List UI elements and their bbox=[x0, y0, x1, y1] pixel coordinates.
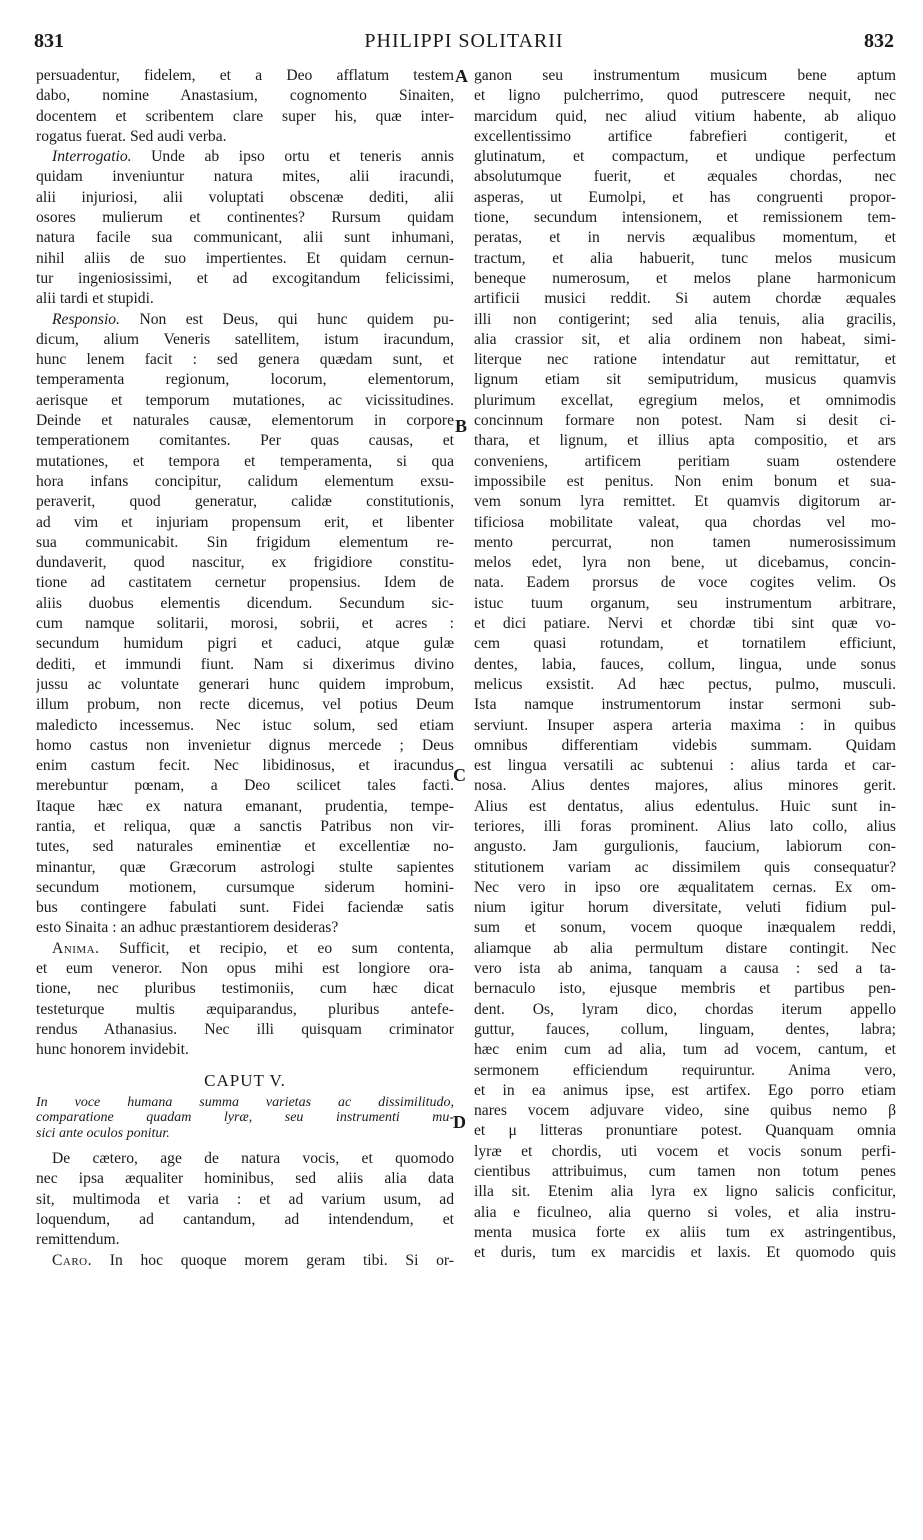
text-line: istuc tuum organum, seu instrumentum arbitrare, bbox=[474, 594, 896, 612]
line-text: aerisque et temporum mutationes, ac vicissitudines. bbox=[36, 391, 454, 409]
text-line bbox=[36, 837, 454, 857]
text-line bbox=[36, 1190, 454, 1210]
page-number-left: 831 bbox=[34, 30, 64, 52]
text-line bbox=[36, 452, 454, 472]
text-line bbox=[36, 1020, 454, 1040]
line-text: temperationem comitantes. Per quas causas, et bbox=[36, 432, 454, 450]
text-line: et ligno pulcherrimo, quod putrescere nequit, nec bbox=[474, 87, 896, 105]
text-line bbox=[36, 716, 454, 736]
page-number-right: 832 bbox=[864, 30, 894, 52]
line-text: aliis duobus elementis dicendum. Secundum sic- bbox=[36, 594, 454, 612]
line-text: hunc honorem invidebit. bbox=[36, 1041, 189, 1059]
line-text: Sufficit, et recipio, et eo sum contenta, bbox=[99, 939, 454, 957]
line-text: temperamenta regionum, locorum, elementorum, bbox=[36, 371, 454, 389]
text-line: cem quasi rotundam, et tornatilem efficiunt, bbox=[474, 635, 896, 653]
line-text: natura facile sua communicant, alii sunt inhumani, bbox=[36, 229, 454, 247]
line-text: sua communicabit. Sin frigidum elementum re- bbox=[36, 533, 454, 551]
text-line bbox=[36, 249, 454, 269]
text-line: glutinatum, et compactum, et undique perfectum bbox=[474, 148, 896, 166]
text-line bbox=[36, 66, 454, 86]
line-text: homo castus non invenietur dignus mercede ; Deus bbox=[36, 736, 454, 754]
text-line bbox=[36, 1251, 454, 1271]
text-line bbox=[36, 898, 454, 918]
text-line bbox=[36, 107, 454, 127]
text-line: illa sit. Etenim alia lyra ex ligno salicis conficitur, bbox=[474, 1183, 896, 1201]
text-line: tificiosa mobilitate valeat, qua chordas vel mo- bbox=[474, 513, 896, 531]
speaker-label: Caro. bbox=[52, 1251, 93, 1269]
line-text: alii tardi et stupidi. bbox=[36, 290, 154, 308]
text-line bbox=[36, 858, 454, 878]
text-line: guttur, fauces, collum, linguam, dentes, labra; bbox=[474, 1020, 896, 1038]
line-text: De cætero, age de natura vocis, et quomodo bbox=[52, 1150, 454, 1168]
text-line bbox=[36, 655, 454, 675]
text-line: artificii musici reddit. Si autem chordæ æquales bbox=[474, 290, 896, 308]
text-line: cientibus attribuimus, cum tamen non totum penes bbox=[474, 1163, 896, 1181]
speaker-label: Responsio. bbox=[52, 310, 121, 328]
line-text: minantur, quæ Græcorum astrologi stulte sapientes bbox=[36, 858, 454, 876]
line-text: osores mulierum et continentes? Rursum quidam bbox=[36, 209, 454, 227]
text-line bbox=[36, 979, 454, 999]
line-text: peraverit, quod generatur, calidæ constitutionis, bbox=[36, 493, 454, 511]
running-title: PHILIPPI SOLITARII bbox=[364, 30, 564, 52]
text-line bbox=[36, 350, 454, 370]
text-line: stitutionem variam ac dissimilem quis consequatur? bbox=[474, 858, 896, 876]
text-line bbox=[36, 634, 454, 654]
line-text: Non est Deus, qui hunc quidem pu- bbox=[120, 310, 454, 328]
summary-line: sici ante oculos ponitur. bbox=[36, 1125, 170, 1141]
speaker-label: Interrogatio. bbox=[52, 148, 132, 166]
chapter-heading: CAPUT V. bbox=[204, 1070, 286, 1090]
chapter-summary bbox=[36, 1095, 454, 1142]
text-line: nata. Eadem prorsus de voce cogites velim. Os bbox=[474, 574, 896, 592]
text-line bbox=[36, 817, 454, 837]
text-line: nosa. Alius dentes majores, alius minores gerit. bbox=[474, 777, 896, 795]
line-text: ad vim et injuriam propensum erit, et libenter bbox=[36, 513, 454, 531]
line-text: jussu ac voluntate generari hunc quidem improbum, bbox=[36, 675, 454, 693]
text-line bbox=[36, 756, 454, 776]
line-text: tur ingeniosissimi, et ad excogitandum felicissimi, bbox=[36, 269, 454, 287]
text-line bbox=[36, 1230, 454, 1250]
text-line bbox=[36, 1149, 454, 1169]
right-column bbox=[474, 66, 896, 1264]
text-line bbox=[36, 533, 454, 553]
text-line: menta musica forte ex aliis tum ex astringentibus, bbox=[474, 1223, 896, 1241]
text-line: bernaculo isto, ejusque membris et partibus pen- bbox=[474, 980, 896, 998]
line-text: tutes, sed naturales eminentiæ et excellentiæ no- bbox=[36, 838, 454, 856]
text-line: alia e ficulneo, alia querno si voles, et alia instru- bbox=[474, 1203, 896, 1221]
text-line: dent. Os, lyram dico, chordas iterum appello bbox=[474, 1000, 896, 1018]
text-line bbox=[36, 553, 454, 573]
text-line: omnibus differentiam videbis summam. Quidam bbox=[474, 736, 896, 754]
text-line bbox=[36, 86, 454, 106]
text-line: teriores, illi foras prominent. Alius lato collo, alius bbox=[474, 817, 896, 835]
text-line bbox=[36, 127, 454, 147]
text-line: et dici patiare. Nervi et chordæ tibi sint quæ vo- bbox=[474, 615, 896, 633]
text-line: mento percurrat, non tamen numerosissimum bbox=[474, 533, 896, 551]
text-line: impossibile est penitus. Non enim bonum et sua- bbox=[474, 472, 896, 490]
text-line: angusto. Jam gurgulionis, faucium, labiorum con- bbox=[474, 838, 896, 856]
text-line bbox=[36, 147, 454, 167]
text-line: marcidum quid, nec aliud vitium habente, ab aliquo bbox=[474, 107, 896, 125]
line-text: rendus Athanasius. Nec illi quisquam criminator bbox=[36, 1020, 454, 1038]
line-text: mutationes, et tempora et temperamenta, si qua bbox=[36, 452, 454, 470]
section-marker-a: A bbox=[455, 66, 468, 86]
text-line: tione, secundum intensionem, et remissionem tem- bbox=[474, 209, 896, 227]
line-text: Itaque hæc ex natura emanant, prudentia, tempe- bbox=[36, 797, 454, 815]
line-text: dediti, et immundi fiunt. Nam si dixerimus divino bbox=[36, 655, 454, 673]
summary-line: comparatione quadam lyræ, seu instrumenti mu- bbox=[36, 1110, 454, 1126]
text-line bbox=[36, 614, 454, 634]
text-line: melicus exsistit. Ad hæc pectus, pulmo, musculi. bbox=[474, 675, 896, 693]
text-line: peratas, et in nervis æqualibus momentum, et bbox=[474, 229, 896, 247]
text-line bbox=[36, 289, 454, 309]
text-line: Ista namque instrumentorum instar sermoni sub- bbox=[474, 696, 896, 714]
line-text: secundum motionem, cursumque siderum homini- bbox=[36, 878, 454, 896]
line-text: bus contingere fabulati sunt. Fidei faciendæ satis bbox=[36, 899, 454, 917]
text-line bbox=[36, 472, 454, 492]
text-line bbox=[36, 1000, 454, 1020]
text-line: est lingua versatili ac subtenui : alius tarda et car- bbox=[474, 757, 896, 775]
line-text: sit, multimoda et varia : et ad varium usum, ad bbox=[36, 1190, 454, 1208]
line-text: testeturque multis æquiparandus, pluribus antefe- bbox=[36, 1000, 454, 1018]
section-marker-c: C bbox=[453, 765, 466, 785]
line-text: dicum, alium Veneris satellitem, istum iracundum, bbox=[36, 330, 454, 348]
text-line: nium igitur horum diversitate, veluti fidium pul- bbox=[474, 899, 896, 917]
line-text: tione ad castitatem cernetur propensius. Idem de bbox=[36, 574, 454, 592]
text-line: lyræ et chordis, uti vocem et vocis sonum perfi- bbox=[474, 1142, 896, 1160]
text-line bbox=[36, 918, 454, 938]
line-text: maledicto incessemus. Nec istuc solum, sed etiam bbox=[36, 716, 454, 734]
line-text: merebuntur pœnam, a Deo scilicet tales facti. bbox=[36, 777, 454, 795]
line-text: alii injuriosi, alii voluptati obscenæ dediti, alii bbox=[36, 188, 454, 206]
line-text: Deinde et naturales causæ, elementorum in corpore bbox=[36, 412, 454, 430]
text-line: beneque numerosum, et melos plane harmonicum bbox=[474, 269, 896, 287]
text-line: thara, et lignum, et illius apta compositio, et ars bbox=[474, 432, 896, 450]
line-text: hora infans concipitur, calidum elementum exsu- bbox=[36, 472, 454, 490]
text-line: dentes, labia, fauces, collum, lingua, unde sonus bbox=[474, 655, 896, 673]
text-line: conveniens, artificem peritiam suam ostendere bbox=[474, 452, 896, 470]
text-line: sum et sonum, vocem quoque inæqualem reddi, bbox=[474, 919, 896, 937]
text-line bbox=[36, 411, 454, 431]
text-line: vem sonum lyra remittet. Et quamvis digitorum ar- bbox=[474, 493, 896, 511]
line-text: In hoc quoque morem geram tibi. Si or- bbox=[92, 1251, 454, 1269]
line-text: persuadentur, fidelem, et a Deo afflatum testem bbox=[36, 67, 454, 84]
text-line bbox=[36, 776, 454, 796]
text-line: Nec vero in ipso ore æqualitatem cernas. Ex om- bbox=[474, 878, 896, 896]
text-line bbox=[36, 1210, 454, 1230]
text-line bbox=[36, 208, 454, 228]
text-line bbox=[36, 878, 454, 898]
line-text: quidam inveniuntur natura mites, alii iracundi, bbox=[36, 168, 454, 186]
text-line: melos edet, lyra non bene, ut dicebamus, concin- bbox=[474, 554, 896, 572]
text-line: illi non contigerint; sed alia tenuis, alia gracilis, bbox=[474, 310, 896, 328]
line-text: remittendum. bbox=[36, 1231, 120, 1249]
text-line: ganon seu instrumentum musicum bene aptum bbox=[474, 67, 896, 84]
text-line bbox=[36, 695, 454, 715]
text-line bbox=[36, 797, 454, 817]
line-text: rogatus fuerat. Sed audi verba. bbox=[36, 127, 227, 145]
text-line bbox=[36, 492, 454, 512]
text-line bbox=[36, 391, 454, 411]
text-line: Alius est dentatus, alius edentulus. Huic sunt in- bbox=[474, 797, 896, 815]
line-text: nihil aliis de suo impertientes. Et quidam cernun- bbox=[36, 249, 454, 267]
text-line: sermonem efficiendum requiruntur. Anima vero, bbox=[474, 1061, 896, 1079]
line-text: hunc lenem facit : sed genera quædam sunt, et bbox=[36, 351, 454, 369]
line-text: loquendum, ad cantandum, ad intendendum, et bbox=[36, 1210, 454, 1228]
line-text: Unde ab ipso ortu et teneris annis bbox=[131, 148, 454, 166]
text-line: et μ litteras pronuntiare potest. Quanquam omnia bbox=[474, 1122, 896, 1140]
line-text: esto Sinaita : an adhuc præstantiorem desideras? bbox=[36, 919, 339, 937]
text-line: tractum, et alia habuerit, tunc melos musicum bbox=[474, 249, 896, 267]
line-text: cum namque solitarii, morosi, sobrii, et acres : bbox=[36, 615, 454, 633]
text-line: nares vocem adjuvare video, sine quibus nemo β bbox=[474, 1102, 896, 1120]
text-line: alia crassior sit, et alia ordinem non habeat, simi- bbox=[474, 330, 896, 348]
line-text: secundum humidum pigri et caduci, atque gulæ bbox=[36, 635, 454, 653]
text-line: asperas, ut Eumolpi, et has congruenti propor- bbox=[474, 188, 896, 206]
text-line bbox=[36, 431, 454, 451]
line-text: et eum veneror. Non opus mihi est longiore ora- bbox=[36, 960, 454, 978]
text-line: excellentissimo artifice fabrefieri contigerit, et bbox=[474, 127, 896, 145]
text-line bbox=[36, 228, 454, 248]
text-line bbox=[36, 188, 454, 208]
section-marker-d: D bbox=[453, 1112, 466, 1132]
text-line bbox=[36, 370, 454, 390]
text-line bbox=[36, 573, 454, 593]
line-text: dabo, nomine Anastasium, cognomento Sinaiten, bbox=[36, 87, 454, 105]
text-line bbox=[36, 269, 454, 289]
text-line: literque nec ratione intendatur aut remittatur, et bbox=[474, 351, 896, 369]
text-line: absolutumque fuerit, et æquales chordas, nec bbox=[474, 168, 896, 186]
line-text: enim castum fecit. Nec libidinosus, et iracundus bbox=[36, 757, 454, 775]
text-line bbox=[36, 939, 454, 959]
text-line bbox=[36, 167, 454, 187]
summary-line: In voce humana summa varietas ac dissimilitudo, bbox=[36, 1094, 454, 1110]
left-column bbox=[36, 66, 454, 1271]
speaker-label: Anima. bbox=[52, 939, 100, 957]
text-line: lignum etiam sit semiputridum, musicus quamvis bbox=[474, 371, 896, 389]
line-text: docentem et scribentem clare super his, quæ inter- bbox=[36, 107, 454, 125]
text-line bbox=[36, 675, 454, 695]
section-marker-b: B bbox=[455, 416, 468, 436]
text-line: serviunt. Insuper aspera arteria maxima : in quibus bbox=[474, 716, 896, 734]
text-line: concinnum formare non potest. Nam si desit ci- bbox=[474, 412, 896, 430]
line-text: dundaverit, quod nascitur, ex frigidiore constitu- bbox=[36, 554, 454, 572]
line-text: illum probum, non recte dicemus, vel potius Deum bbox=[36, 696, 454, 714]
text-line: et duris, tum ex marcidis et laxis. Et quomodo quis bbox=[474, 1244, 896, 1262]
text-line: vero ista ab anima, tanquam a causa : sed a ta- bbox=[474, 960, 896, 978]
text-line bbox=[36, 513, 454, 533]
text-line bbox=[36, 330, 454, 350]
page-header bbox=[34, 30, 894, 58]
text-line bbox=[36, 736, 454, 756]
text-line bbox=[36, 594, 454, 614]
text-line: hæc enim cum ad alia, tum ad vocem, cantum, et bbox=[474, 1041, 896, 1059]
line-text: rantia, et reliqua, quæ a sanctis Patribus non vir- bbox=[36, 817, 454, 835]
text-line: plurimum excellat, egregium melos, et omnimodis bbox=[474, 391, 896, 409]
text-line bbox=[36, 959, 454, 979]
text-line bbox=[36, 1169, 454, 1189]
text-line bbox=[36, 310, 454, 330]
line-text: nec ipsa æqualiter hominibus, sed aliis alia data bbox=[36, 1170, 454, 1188]
text-line: aliamque ab alia permultum distare contingit. Nec bbox=[474, 939, 896, 957]
text-line: et in ea animus ipse, est artifex. Ego porro etiam bbox=[474, 1081, 896, 1099]
text-line bbox=[36, 1040, 454, 1060]
line-text: tione, nec pluribus testimoniis, cum hæc dicat bbox=[36, 980, 454, 998]
